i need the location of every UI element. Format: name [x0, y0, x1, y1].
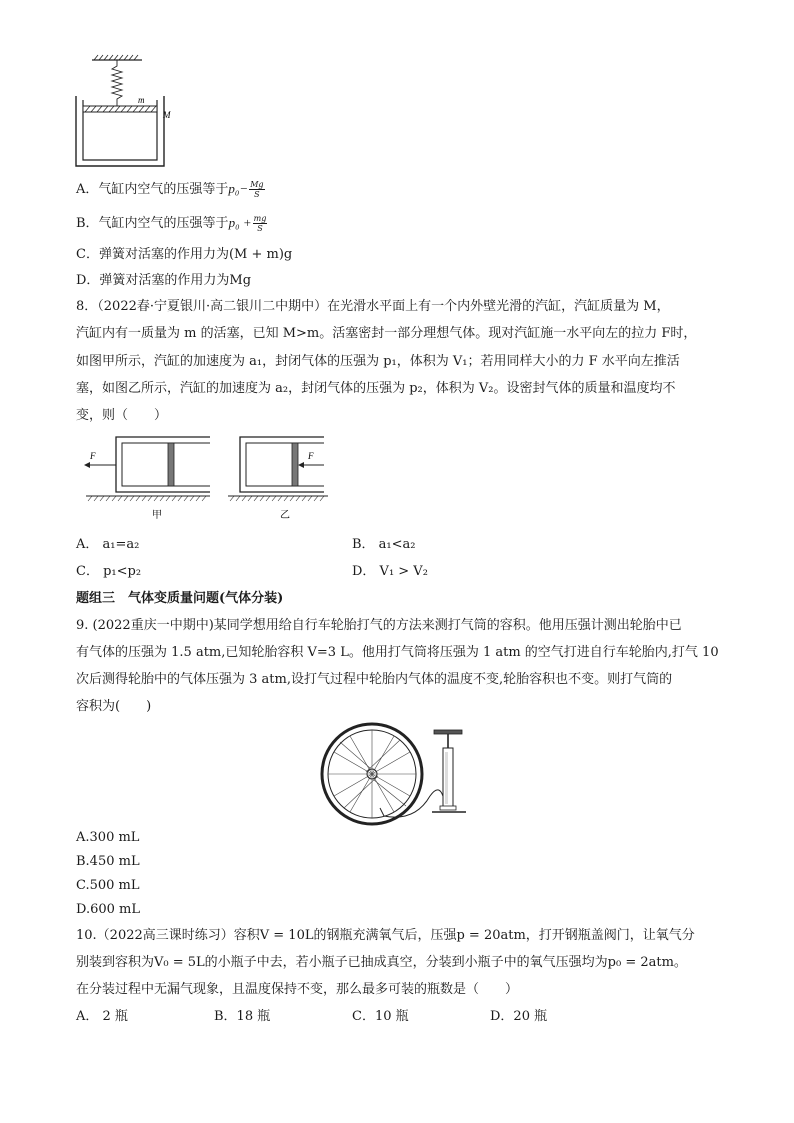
q10-stem-line2: 别装到容积为V₀ = 5L的小瓶子中去，若小瓶子已抽成真空，分装到小瓶子中的氧气压强均为p₀ = 2atm。	[76, 955, 687, 970]
q9-stem-line4: 容积为( )	[76, 699, 152, 714]
q10-option-c[interactable]: C．10 瓶	[352, 1009, 409, 1024]
wheel-pump-figure	[320, 722, 480, 826]
q8-stem-line3: 如图甲所示，汽缸的加速度为 a₁，封闭气体的压强为 p₁，体积为 V₁；若用同样大小的力 F 水平向左推活	[76, 354, 680, 369]
q8-stem-line2: 汽缸内有一质量为 m 的活塞，已知 M>m。活塞密封一部分理想气体。现对汽缸施一水平向左的拉力 F时，	[76, 326, 697, 341]
q8-option-b[interactable]: B． a₁<a₂	[352, 537, 416, 552]
force-label-jia: F	[90, 451, 96, 461]
section-heading: 题组三 气体变质量问题(气体分装)	[76, 591, 284, 606]
figure-jia	[84, 437, 210, 521]
q10-stem-line1: 10.（2022高三课时练习）容积V = 10L的钢瓶充满氧气后，压强p = 20atm，打开钢瓶盖阀门，让氧气分	[76, 928, 695, 943]
q7-option-d[interactable]: D．弹簧对活塞的作用力为Mg	[76, 273, 252, 288]
q7-option-a[interactable]: A．气缸内空气的压强等于p₀− $\frac{Mg}{S}$	[76, 180, 264, 199]
q8-stem-line4: 塞，如图乙所示，汽缸的加速度为 a₂，封闭气体的压强为 p₂，体积为 V₂。设密封气体的质量和温度均不	[76, 381, 676, 396]
q7-b-fraction: $\frac{mg}{S}$	[253, 214, 267, 233]
q7-a-fraction: $\frac{Mg}{S}$	[250, 180, 264, 199]
q8-option-d[interactable]: D． V₁ > V₂	[352, 564, 428, 579]
q8-option-a[interactable]: A． a₁=a₂	[76, 537, 140, 552]
figure-label-jia: 甲	[152, 510, 162, 521]
force-label-yi: F	[308, 451, 314, 461]
q7-option-c[interactable]: C．弹簧对活塞的作用力为(M + m)g	[76, 247, 293, 262]
cylinder-mass-label: M	[163, 110, 171, 120]
q9-option-b[interactable]: B.450 mL	[76, 854, 140, 869]
spring-cylinder-figure	[70, 54, 190, 170]
q8-stem-line5: 变，则（ ）	[76, 408, 168, 423]
q8-option-c[interactable]: C． p₁<p₂	[76, 564, 142, 579]
q10-option-a[interactable]: A． 2 瓶	[76, 1009, 128, 1024]
q8-stem-line1: 8．（2022春·宁夏银川·高二银川二中期中）在光滑水平面上有一个内外壁光滑的汽缸，汽缸质量为 M，	[76, 299, 670, 314]
figure-yi	[228, 437, 328, 521]
q9-stem-line3: 次后测得轮胎中的气体压强为 3 atm,设打气过程中轮胎内气体的温度不变,轮胎容积也不变。则打气筒的	[76, 672, 673, 687]
q9-option-d[interactable]: D.600 mL	[76, 902, 140, 917]
q8-figure	[80, 434, 340, 524]
piston-mass-label: m	[138, 95, 145, 105]
q10-option-d[interactable]: D．20 瓶	[490, 1009, 548, 1024]
q9-stem-line1: 9. (2022重庆一中期中)某同学想用给自行车轮胎打气的方法来测打气筒的容积。他用压强计测出轮胎中已	[76, 618, 682, 633]
q10-stem-line3: 在分装过程中无漏气现象，且温度保持不变，那么最多可装的瓶数是（ ）	[76, 982, 519, 997]
figure-label-yi: 乙	[280, 510, 290, 521]
q9-option-a[interactable]: A.300 mL	[76, 830, 140, 845]
q10-option-b[interactable]: B．18 瓶	[214, 1009, 271, 1024]
q9-stem-line2: 有气体的压强为 1.5 atm,已知轮胎容积 V=3 L。他用打气筒将压强为 1 atm 的空气打进自行车轮胎内,打气 10	[76, 645, 719, 660]
q7-option-b[interactable]: B．气缸内空气的压强等于p₀ + $\frac{mg}{S}$	[76, 214, 267, 233]
q9-option-c[interactable]: C.500 mL	[76, 878, 140, 893]
